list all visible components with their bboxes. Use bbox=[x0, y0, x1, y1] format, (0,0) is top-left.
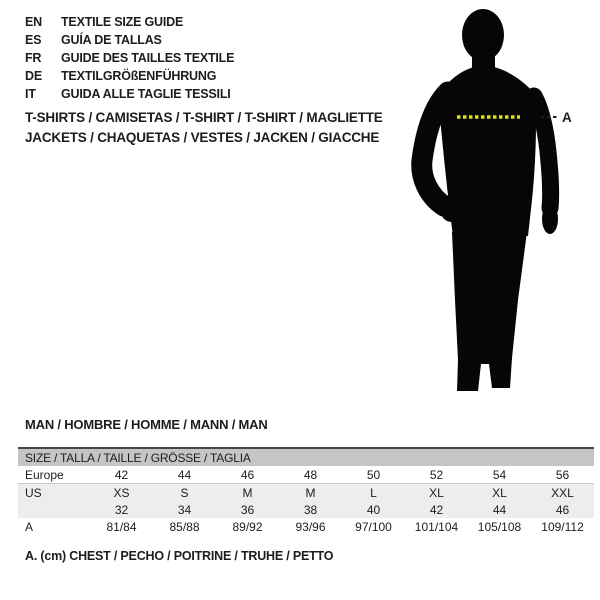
language-title: TEXTILGRÖßENFÜHRUNG bbox=[61, 69, 217, 83]
table-cell: 105/108 bbox=[468, 518, 531, 535]
silhouette-legs bbox=[452, 232, 527, 391]
table-cell: 97/100 bbox=[342, 518, 405, 535]
table-cell: 44 bbox=[153, 466, 216, 484]
table-cell: XS bbox=[90, 484, 153, 502]
table-cell: M bbox=[279, 484, 342, 502]
table-cell: 42 bbox=[90, 466, 153, 484]
garment-categories bbox=[25, 108, 383, 147]
language-title: GUÍA DE TALLAS bbox=[61, 33, 162, 47]
table-cell: XL bbox=[405, 484, 468, 502]
table-cell: 109/112 bbox=[531, 518, 594, 535]
language-code: ES bbox=[25, 33, 42, 47]
table-cell: 34 bbox=[153, 501, 216, 518]
table-cell: 32 bbox=[90, 501, 153, 518]
list-item bbox=[25, 31, 234, 49]
table-header-row bbox=[18, 448, 594, 466]
language-code: EN bbox=[25, 15, 42, 29]
table-cell: 81/84 bbox=[90, 518, 153, 535]
row-label: A bbox=[18, 518, 90, 535]
list-item bbox=[25, 67, 234, 85]
silhouette-right-hand bbox=[542, 204, 558, 234]
table-cell: S bbox=[153, 484, 216, 502]
table-header-cell: SIZE / TALLA / TAILLE / GRÖSSE / TAGLIA bbox=[18, 448, 594, 466]
silhouette-right-arm bbox=[534, 96, 551, 208]
table-cell: XL bbox=[468, 484, 531, 502]
table-row-us bbox=[18, 484, 594, 502]
language-title-list bbox=[25, 13, 234, 103]
language-title: TEXTILE SIZE GUIDE bbox=[61, 15, 184, 29]
table-cell: XXL bbox=[531, 484, 594, 502]
language-code: IT bbox=[25, 87, 36, 101]
table-row-europe bbox=[18, 466, 594, 484]
row-label: Europe bbox=[18, 466, 90, 484]
language-code: DE bbox=[25, 69, 42, 83]
table-cell: 40 bbox=[342, 501, 405, 518]
language-title: GUIDA ALLE TAGLIE TESSILI bbox=[61, 87, 231, 101]
table-cell: 56 bbox=[531, 466, 594, 484]
silhouette-left-hand bbox=[441, 202, 463, 222]
table-cell: L bbox=[342, 484, 405, 502]
man-figure bbox=[405, 4, 597, 396]
list-item bbox=[25, 85, 234, 103]
table-cell: 38 bbox=[279, 501, 342, 518]
man-silhouette-svg bbox=[405, 4, 597, 396]
category-tshirts: T-SHIRTS / CAMISETAS / T-SHIRT / T-SHIRT / MAGLIETTE bbox=[25, 110, 383, 125]
list-item bbox=[25, 13, 234, 31]
table-cell: 101/104 bbox=[405, 518, 468, 535]
table-cell: 46 bbox=[531, 501, 594, 518]
section-heading-man: MAN / HOMBRE / HOMME / MANN / MAN bbox=[25, 417, 268, 432]
table-cell: 46 bbox=[216, 466, 279, 484]
table-cell: M bbox=[216, 484, 279, 502]
table-cell: 48 bbox=[279, 466, 342, 484]
language-code: FR bbox=[25, 51, 42, 65]
row-label: US bbox=[18, 484, 90, 502]
measurement-footnote: A. (cm) CHEST / PECHO / POITRINE / TRUHE / PETTO bbox=[25, 549, 334, 563]
table-cell: 50 bbox=[342, 466, 405, 484]
table-cell: 85/88 bbox=[153, 518, 216, 535]
table-cell: 89/92 bbox=[216, 518, 279, 535]
table-cell: 44 bbox=[468, 501, 531, 518]
language-title: GUIDE DES TAILLES TEXTILE bbox=[61, 51, 235, 65]
man-silhouette bbox=[422, 9, 558, 391]
table-cell: 93/96 bbox=[279, 518, 342, 535]
table-row-chest bbox=[18, 518, 594, 535]
table-cell: 42 bbox=[405, 501, 468, 518]
table-cell: 52 bbox=[405, 466, 468, 484]
measure-label: A bbox=[562, 110, 572, 125]
list-item bbox=[25, 49, 234, 67]
silhouette-neck bbox=[472, 48, 495, 68]
table-cell: 54 bbox=[468, 466, 531, 484]
row-label bbox=[18, 501, 90, 518]
size-table bbox=[18, 447, 594, 535]
category-jackets: JACKETS / CHAQUETAS / VESTES / JACKEN / GIACCHE bbox=[25, 129, 380, 145]
table-row-alt-size bbox=[18, 501, 594, 518]
table-cell: 36 bbox=[216, 501, 279, 518]
